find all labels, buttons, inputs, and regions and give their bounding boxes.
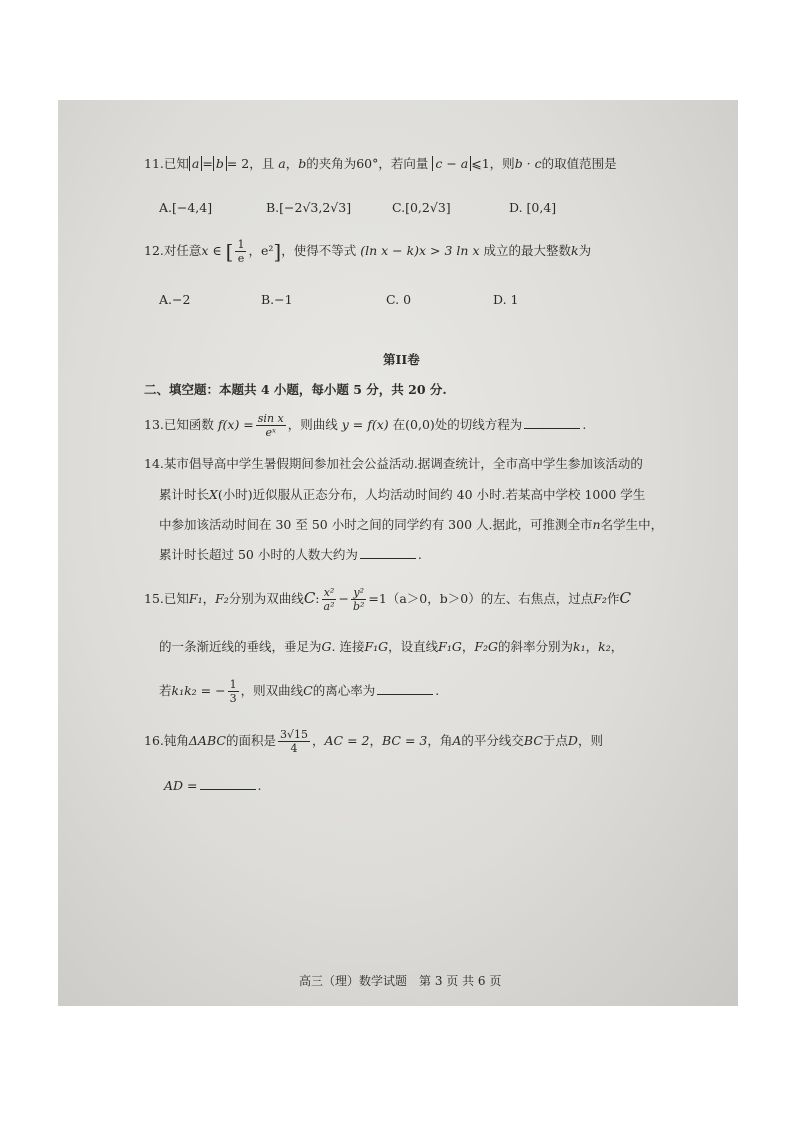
q13-curve: y = f(x) [341, 417, 389, 432]
q15-text: . 连接 [331, 639, 365, 654]
q13-number: 13. [144, 417, 164, 432]
q15-condition: （a＞0，b＞0） [386, 591, 481, 606]
q14-text: 名学生中， [600, 517, 664, 532]
q16-bc-seg: BC [523, 733, 543, 748]
q16-ac: AC = 2 [324, 733, 370, 748]
q15-text: 的斜率分别为 [498, 639, 574, 654]
q11-text: ⩽1，则 [471, 156, 515, 171]
question-14-line-2 [159, 485, 645, 503]
q13-end: . [582, 417, 587, 432]
answer-blank[interactable] [360, 548, 416, 559]
question-13 [144, 412, 586, 439]
q12-option-d: D. 1 [493, 292, 519, 307]
q11-option-c: C.[0,2√3] [392, 200, 451, 215]
q16-triangle: ΔABC [188, 733, 226, 748]
q16-text: 钝角 [163, 733, 189, 748]
q15-fraction [228, 678, 239, 705]
document-photo [58, 100, 738, 1006]
q16-frac-den: 4 [290, 742, 298, 755]
question-16-line-1 [144, 728, 603, 755]
q11-number: 11. [144, 156, 164, 171]
q11-vec-b: b [298, 156, 307, 171]
q15-f2: F₂ [593, 591, 607, 606]
q15-f2: F₂ [215, 591, 229, 606]
q16-text: 的面积是 [225, 733, 276, 748]
q16-ad: AD = [164, 778, 198, 793]
q13-text: 已知函数 [163, 417, 214, 432]
q15-text: ，则双曲线 [240, 683, 304, 698]
q13-fraction [256, 412, 286, 439]
q13-frac-num: sin x [257, 412, 284, 425]
q16-a: A [452, 733, 462, 748]
question-14-line-3 [159, 515, 663, 533]
q14-x: X [209, 487, 218, 502]
q12-option-c: C. 0 [386, 292, 412, 307]
q16-d: D [567, 733, 578, 748]
q14-text: 中参加该活动时间在 30 至 50 小时之间的同学约有 300 人.据此，可推测全市 [159, 517, 593, 532]
question-15-line-1 [144, 586, 631, 613]
q15-text: 分别为双曲线 [228, 591, 304, 606]
section-heading: 二、填空题：本题共 4 小题，每小题 5 分，共 20 分. [144, 382, 447, 397]
answer-blank[interactable] [377, 684, 433, 695]
q15-text: 作 [606, 591, 620, 606]
q14-text: 累计时长超过 50 小时的人数大约为 [159, 547, 358, 562]
q13-text: ，则曲线 [287, 417, 338, 432]
q15-text: ，设直线 [388, 639, 439, 654]
q12-option-b: B.−1 [261, 292, 293, 307]
q12-text: 为 [578, 243, 592, 258]
q16-frac-num: 3√15 [279, 728, 308, 741]
q15-text: ， [202, 591, 216, 606]
section-title: 第II卷 [383, 352, 420, 367]
q15-f1: F₁ [188, 591, 203, 606]
q12-option-a: A.−2 [159, 292, 191, 307]
q15-number: 15. [144, 591, 164, 606]
question-15-line-3 [159, 678, 439, 705]
q12-k: k [571, 243, 579, 258]
q15-text: ， [461, 639, 475, 654]
q11-text: 的取值范围是 [541, 156, 617, 171]
q12-text: 成立的最大整数 [483, 243, 572, 258]
question-16-line-2 [164, 778, 261, 793]
q15-f1g: F₁G [364, 639, 389, 654]
q11-text: = 2，且 [226, 156, 275, 171]
q13-frac-den: eˣ [265, 426, 276, 439]
q15-g: G [321, 639, 332, 654]
q15-k1: k₁ [573, 639, 586, 654]
question-12: 12.对任意x ∈ [ $\frac{1}{e}$ ，e²]，使得不等式 (ln x − k)x > 3 ln x 成立的最大整数k为 [144, 238, 592, 265]
q15-text: 的离心率为 [312, 683, 376, 698]
q14-end: . [417, 547, 422, 562]
q15-y2: y² [351, 586, 366, 600]
q12-inequality: (ln x − k)x > 3 ln x [360, 243, 480, 258]
q12-text: ，使得不等式 [281, 243, 357, 258]
q11-option-b: B.[−2√3,2√3] [266, 200, 352, 215]
q13-point: (0,0) [405, 417, 435, 432]
q11-dot-product: b · c [514, 156, 542, 171]
q12-fraction [235, 238, 246, 265]
q14-text: 累计时长 [159, 487, 210, 502]
q13-text: 处的切线方程为 [434, 417, 523, 432]
q14-text: (小时)近似服从正态分布，人均活动时间约 40 小时.若某高中学校 1000 学生 [217, 487, 646, 502]
q15-k1k2: k₁k₂ = − [171, 683, 226, 698]
q15-x2: x² [322, 586, 337, 600]
q15-frac-num: 1 [229, 678, 237, 691]
q11-text: 的夹角为60°，若向量 [306, 156, 429, 171]
q15-text: 的左、右焦点，过点 [480, 591, 594, 606]
q16-text: 的平分线交 [461, 733, 524, 748]
q15-text: ， [585, 639, 599, 654]
q15-eq1: =1 [368, 591, 387, 606]
question-15-line-2 [159, 637, 623, 655]
q11-option-a: A.[−4,4] [159, 200, 213, 215]
q16-text: ， [311, 733, 325, 748]
q11-norm-c-minus-a: c − a [432, 156, 471, 171]
q15-a2: a² [323, 600, 335, 613]
answer-blank[interactable] [200, 779, 256, 790]
q15-c: C [303, 589, 316, 607]
q12-text: 对任意 [163, 243, 202, 258]
q16-end: . [257, 778, 262, 793]
answer-blank[interactable] [524, 418, 580, 429]
q16-fraction [278, 728, 310, 755]
q16-bc: BC = 3 [381, 733, 428, 748]
q12-e2: ，e² [248, 243, 274, 258]
question-11: 11.已知 a = b = 2，且 a，b的夹角为60°，若向量 c − a ⩽1，则b · c的取值范围是 [144, 156, 617, 171]
question-14-line-1: 14.某市倡导高中学生暑假期间参加社会公益活动.据调查统计，全市高中学生参加该活动的 [144, 456, 643, 471]
q15-k2: k₂ [598, 639, 611, 654]
q15-frac-x [322, 586, 337, 613]
q15-c: C [303, 683, 313, 698]
q15-text: 若 [159, 683, 172, 698]
q15-c: C [619, 589, 631, 607]
q16-text: 于点 [542, 733, 568, 748]
q13-text: 在 [392, 417, 406, 432]
q12-frac-num: 1 [237, 238, 245, 251]
q16-text: ，角 [427, 733, 453, 748]
q12-number: 12. [144, 243, 164, 258]
q12-x-in: x ∈ [201, 243, 222, 258]
q15-frac-den: 3 [229, 692, 237, 705]
q11-norm-a: a [189, 156, 202, 171]
q13-fx: f(x) = [217, 417, 254, 432]
q11-norm-b: b [213, 156, 227, 171]
q15-f1g: F₁G [438, 639, 462, 654]
q12-frac-den: e [237, 252, 245, 265]
q11-text: ， [285, 156, 299, 171]
q15-f2g: F₂G [474, 639, 499, 654]
q11-option-d: D. [0,4] [509, 200, 557, 215]
q16-text: ， [369, 733, 382, 748]
q15-end: . [435, 683, 440, 698]
q15-minus: − [338, 591, 349, 606]
q15-text: 已知 [163, 591, 189, 606]
q11-vec-a: a [278, 156, 286, 171]
q16-number: 16. [144, 733, 164, 748]
q14-n: n [592, 517, 601, 532]
page-footer: 高三（理）数学试题 第 3 页 共 6 页 [299, 974, 502, 988]
q15-b2: b² [352, 600, 365, 613]
question-14-line-4 [159, 545, 422, 563]
q11-text: 已知 [163, 156, 189, 171]
q16-text: ，则 [577, 733, 603, 748]
q15-colon: : [315, 591, 320, 606]
q15-frac-y [351, 586, 366, 613]
q15-text: 的一条渐近线的垂线，垂足为 [159, 639, 322, 654]
q15-text: ， [610, 639, 624, 654]
